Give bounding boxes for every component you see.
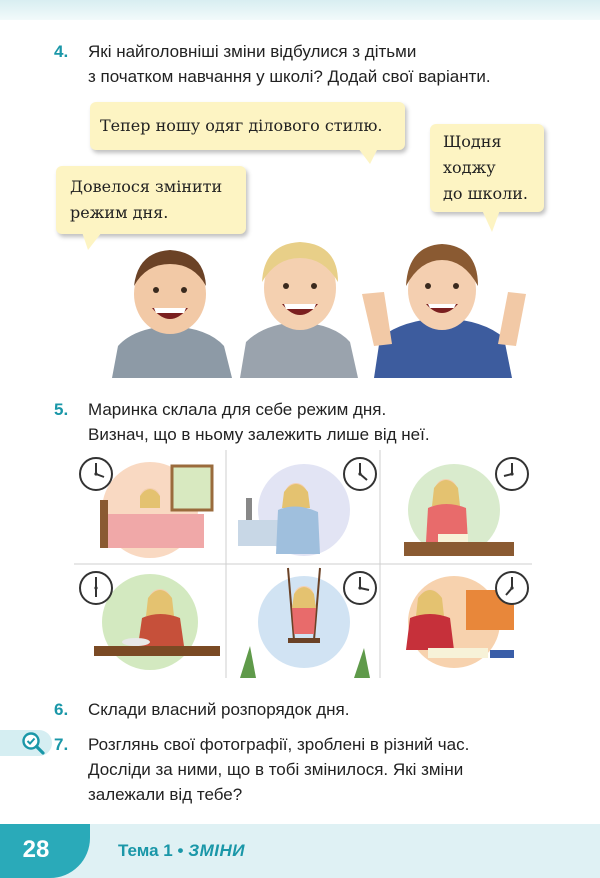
- page-number: 28: [22, 836, 50, 863]
- speech-bubble-left-line-1: Довелося змінити: [70, 177, 223, 196]
- task-6-line-1: Склади власний розпорядок дня.: [88, 700, 350, 719]
- routine-scene-swing: [240, 568, 376, 678]
- speech-bubble-middle: [90, 102, 405, 150]
- child-left: [112, 250, 232, 378]
- routine-scene-washing: [238, 458, 376, 556]
- bubble-tail: [82, 232, 102, 250]
- task-4-number: 4.: [54, 42, 69, 61]
- topic-label: [118, 841, 245, 861]
- task-4-line-1: Які найголовніші зміни відбулися з дітьми: [88, 42, 417, 61]
- child-right: [362, 244, 526, 378]
- topic-prefix: Тема 1: [118, 841, 173, 860]
- topic-name: ЗМІНИ: [188, 841, 245, 860]
- bubble-tail: [358, 148, 378, 164]
- children-photo: [112, 234, 530, 378]
- child-middle: [240, 242, 358, 378]
- routine-scene-homework: [406, 572, 528, 668]
- bubble-tail: [482, 210, 500, 232]
- daily-routine-illustrations: [74, 450, 532, 678]
- page-footer: [0, 824, 600, 878]
- speech-bubble-left-line-2: режим дня.: [70, 203, 169, 222]
- routine-scene-eating: [80, 572, 220, 670]
- task-5-number: 5.: [54, 400, 69, 419]
- footer-band: [0, 824, 600, 878]
- speech-bubble-middle-text: Тепер ношу одяг ділового стилю.: [100, 116, 383, 135]
- task-7-line-3: залежали від тебе?: [88, 785, 243, 804]
- speech-bubble-right-line-1: Щодня: [443, 132, 502, 151]
- task-7-line-2: Досліди за ними, що в тобі змінилося. Які зміни: [88, 760, 464, 779]
- task-7-line-1: Розглянь свої фотографії, зроблені в різний час.: [88, 735, 470, 754]
- task-7-number: 7.: [54, 735, 69, 754]
- task-5-line-2: Визнач, що в ньому залежить лише від неї.: [88, 425, 430, 444]
- speech-bubble-right: [430, 124, 544, 212]
- task-6-number: 6.: [54, 700, 69, 719]
- speech-bubble-right-line-3: до школи.: [443, 184, 528, 203]
- task-5-line-1: Маринка склала для себе режим дня.: [88, 400, 387, 419]
- routine-scene-wake-up: [80, 458, 212, 558]
- speech-bubble-left: [56, 166, 246, 234]
- speech-bubble-right-line-2: ходжу: [443, 158, 496, 177]
- research-marker: [0, 730, 52, 756]
- topic-separator: •: [177, 841, 184, 860]
- magnifier-icon: [20, 730, 46, 756]
- top-decor-band: [0, 0, 600, 20]
- routine-scene-school: [404, 458, 528, 556]
- task-4-line-2: з початком навчання у школі? Додай свої варіанти.: [88, 67, 491, 86]
